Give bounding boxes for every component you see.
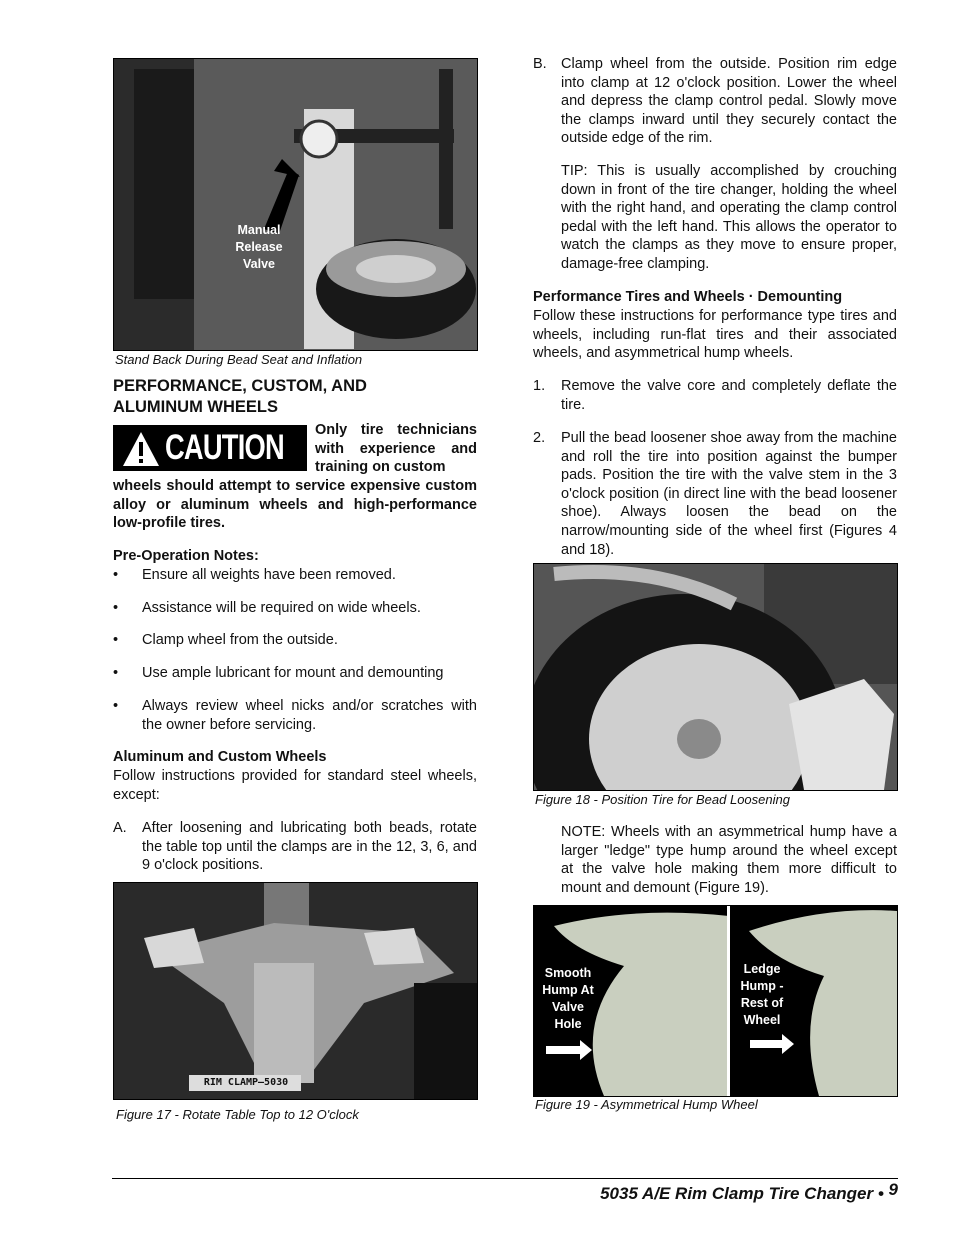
photo-figure-18 (533, 563, 898, 791)
section-heading: PERFORMANCE, CUSTOM, AND ALUMINUM WHEELS (113, 377, 367, 416)
step-a-marker: A. (113, 820, 127, 836)
performance-heading: Performance Tires and Wheels · Demounting (533, 289, 843, 305)
warning-triangle-icon (121, 429, 161, 469)
page-number: 9 (888, 1180, 898, 1199)
caution-text-side: Only tire technicians with experience and training on custom (315, 422, 477, 476)
operator-scene-illustration (114, 59, 477, 350)
table-top-illustration (114, 883, 477, 1099)
photo-tire-changer-operator (113, 58, 478, 351)
photo-figure-17 (113, 882, 478, 1100)
caution-text-full: wheels should attempt to service expensive custom alloy or aluminum wheels and high-performance low-profile tires. (113, 478, 477, 532)
caution-badge (113, 425, 307, 471)
step-b-marker: B. (533, 56, 547, 72)
figure-18-caption: Figure 18 - Position Tire for Bead Loosening (535, 792, 790, 807)
footer-title: 5035 A/E Rim Clamp Tire Changer • (600, 1184, 884, 1203)
pre-op-heading: Pre-Operation Notes: (113, 548, 259, 564)
bullet-text: Always review wheel nicks and/or scratches with the owner before servicing. (142, 698, 477, 733)
footer-rule (112, 1178, 898, 1179)
performance-intro: Follow these instructions for performance type tires and wheels, including run-flat tires and their associated wheels, and asymmetrical hump wheels. (533, 308, 897, 362)
aluminum-intro: Follow instructions provided for standard steel wheels, except: (113, 768, 477, 803)
step-b-text: Clamp wheel from the outside. Position rim edge into clamp at 12 o'clock position. Lower the wheel and depress the clamp control pedal. Slowly move the clamps inward until they securely contact the outside edge of the rim. (561, 56, 897, 147)
photo-figure-19 (533, 905, 898, 1097)
step-1-text: Remove the valve core and completely deflate the tire. (561, 378, 897, 413)
bullet-text: Assistance will be required on wide wheels. (142, 600, 421, 616)
caution-label: CAUTION (165, 428, 284, 467)
figure-19-caption: Figure 19 - Asymmetrical Hump Wheel (535, 1097, 758, 1112)
smooth-hump-label: Smooth Hump At Valve Hole (542, 966, 594, 1031)
rim-clamp-plate-label: RIM CLAMP–5030 (203, 1077, 289, 1088)
bullet-text: Clamp wheel from the outside. (142, 632, 338, 648)
note-paragraph: NOTE: Wheels with an asymmetrical hump have a larger "ledge" type hump around the wheel except at the valve hole making them more difficult to mount and demount (Figure 19). (561, 824, 897, 896)
step-1-marker: 1. (533, 378, 546, 394)
manual-release-valve-label: Manual Release Valve (235, 223, 283, 271)
figure-caption-top: Stand Back During Bead Seat and Inflation (115, 352, 363, 367)
tire-bead-loosening-illustration (534, 564, 897, 790)
page-footer (600, 1180, 898, 1204)
step-a-text: After loosening and lubricating both beads, rotate the table top until the clamps are in the 12, 3, 6, and 9 o'clock positions. (142, 820, 477, 874)
bullet-text: Use ample lubricant for mount and demounting (142, 665, 444, 681)
step-2-marker: 2. (533, 430, 546, 446)
bullet-text: Ensure all weights have been removed. (142, 567, 396, 583)
aluminum-heading: Aluminum and Custom Wheels (113, 749, 327, 765)
ledge-hump-label: Ledge Hump - Rest of Wheel (740, 962, 784, 1027)
figure-17-caption: Figure 17 - Rotate Table Top to 12 O'clock (116, 1107, 359, 1122)
tip-paragraph: TIP: This is usually accomplished by crouching down in front of the tire changer, holding the wheel with the right hand, and operating the clamp control pedal with the left hand. This allows the operator to watch the clamps as they move to ensure proper, damage-free clamping. (561, 163, 897, 272)
step-2-text: Pull the bead loosener shoe away from the machine and roll the tire into position against the bumper pads. Position the tire with the valve stem in the 3 o'clock position (in direct line with the bead loosener shoe). Always loosen the bead on the narrow/mounting side of the wheel first (Figures 4 and 18). (561, 430, 897, 558)
